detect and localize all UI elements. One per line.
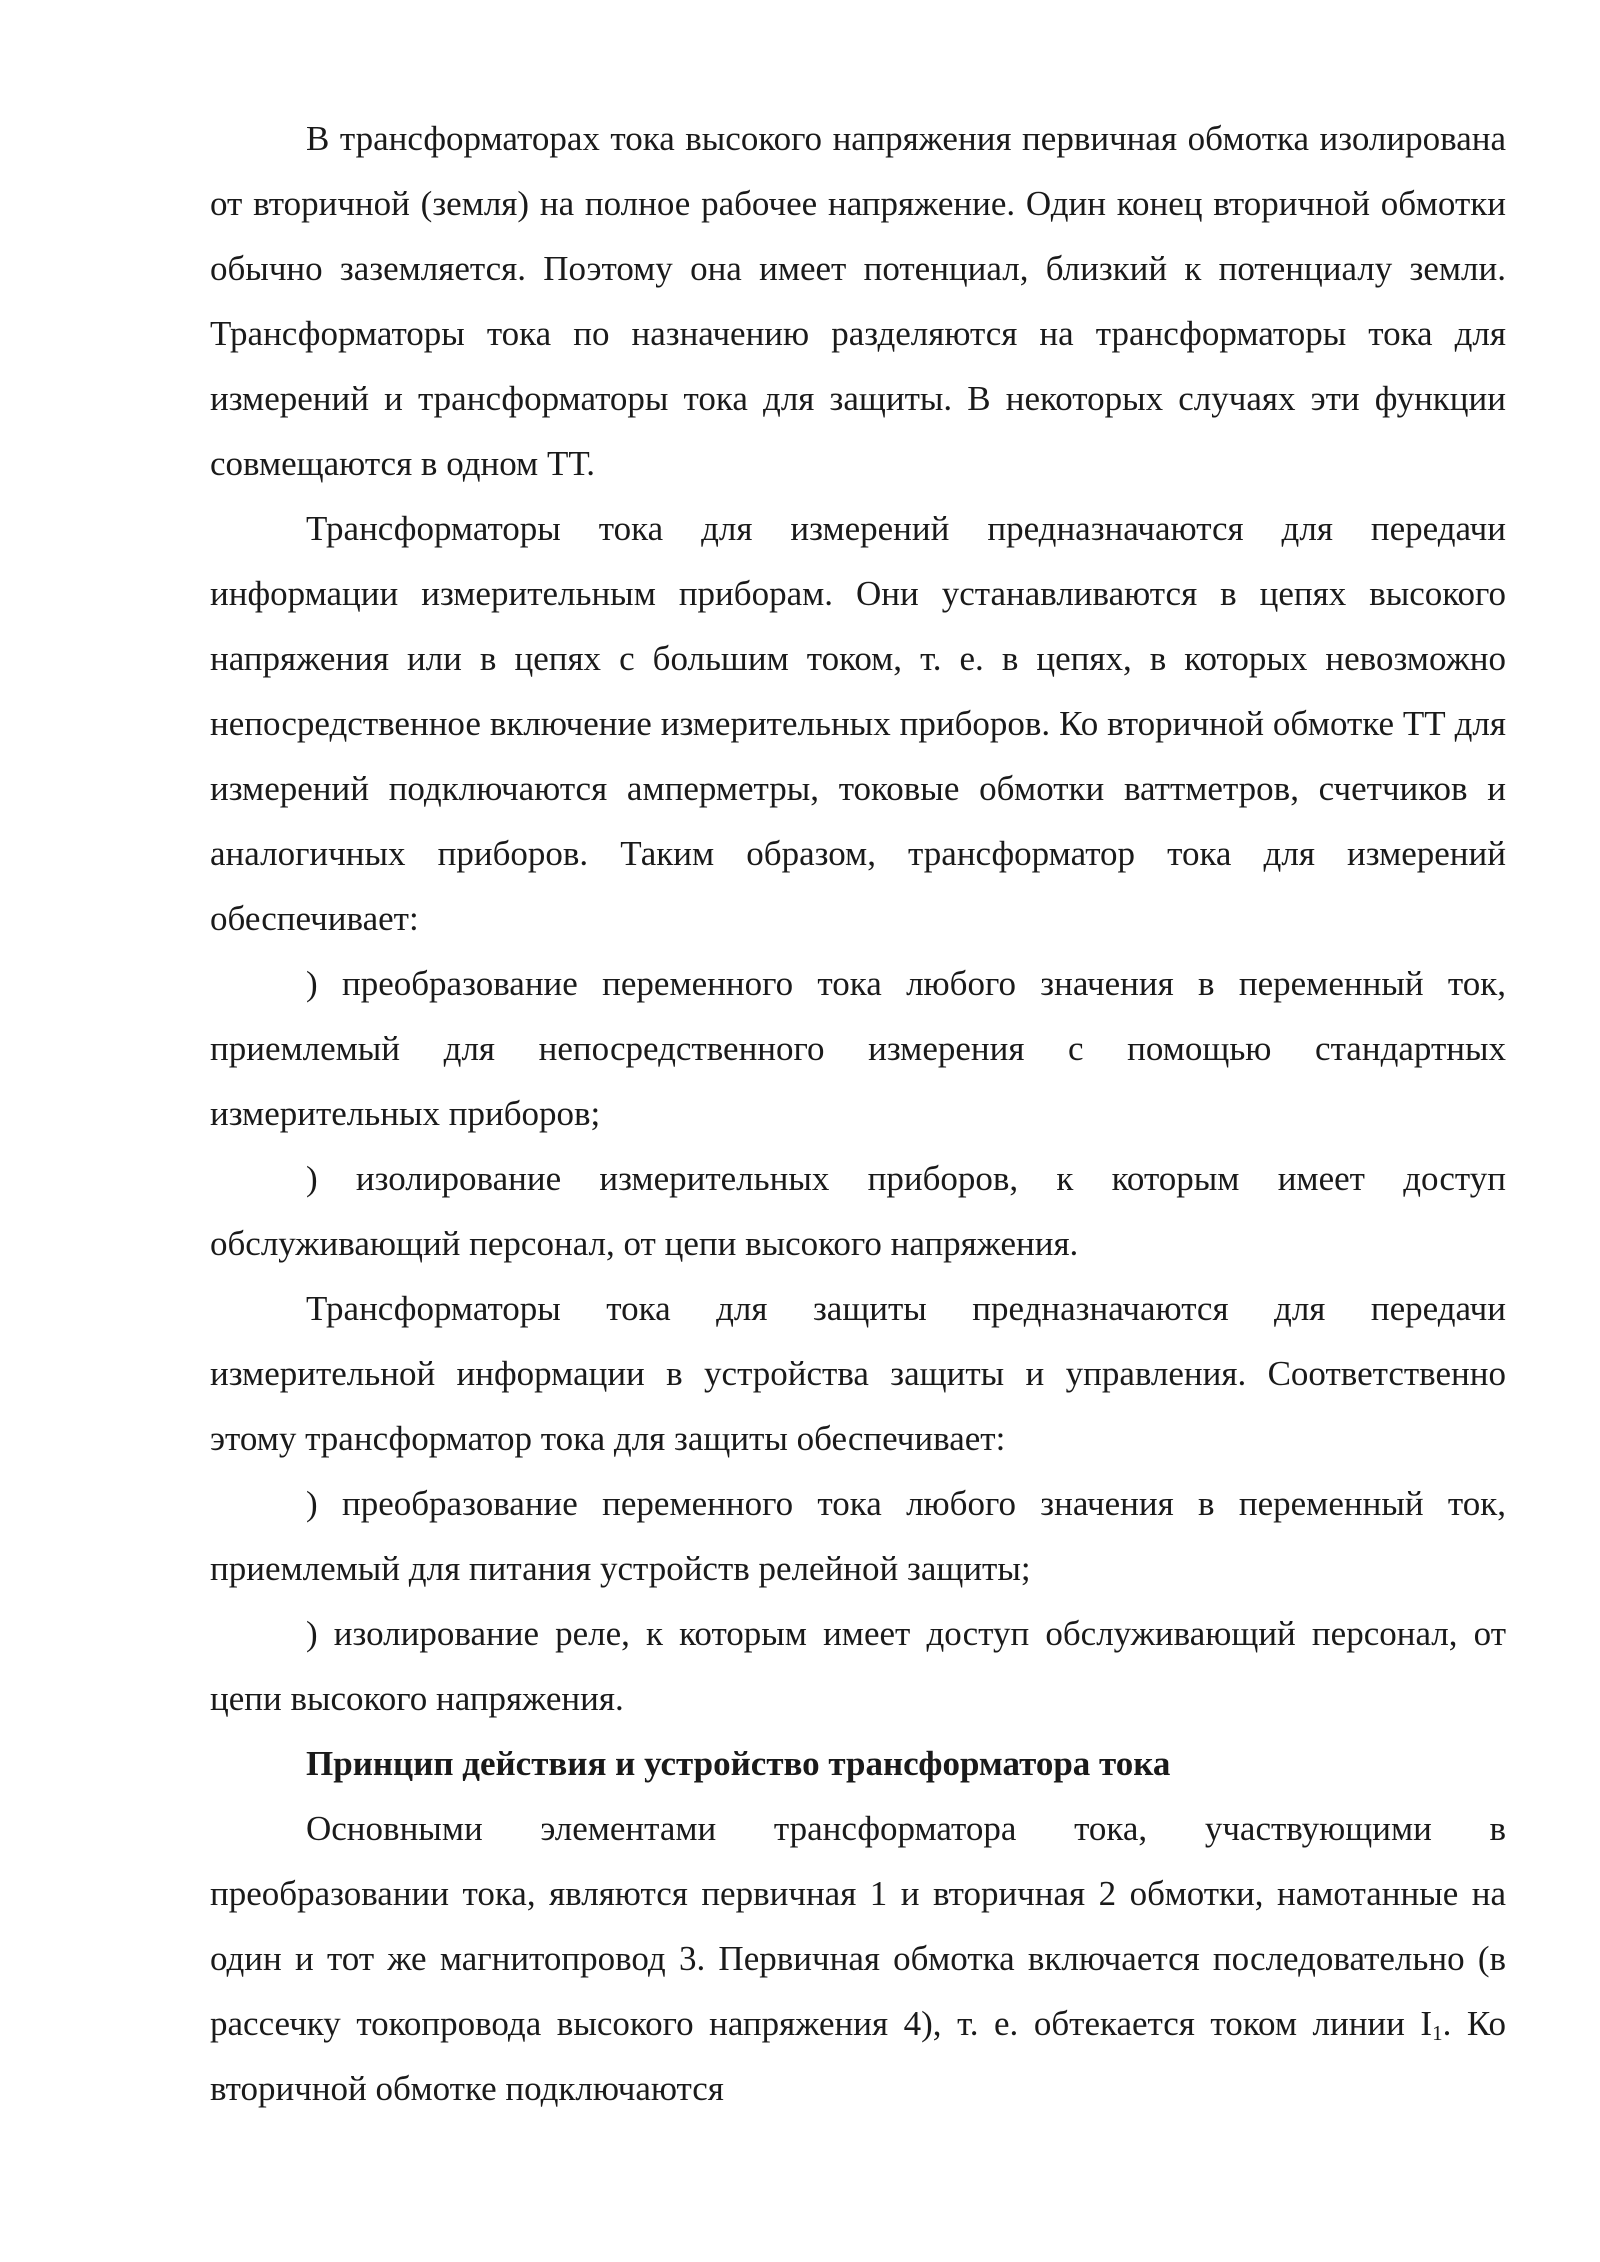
document-body	[210, 106, 1506, 2121]
paragraph-hv-insulation: В трансформаторах тока высокого напряжения первичная обмотка изолирована от вторичной (земля) на полное рабочее напряжение. Один конец вторичной обмотки обычно заземляется. Поэтому она имеет потенциал, близкий к потенциалу земли. Трансформаторы тока по назначению разделяются на трансформаторы тока для измерений и трансформаторы тока для защиты. В некоторых случаях эти функции совмещаются в одном ТТ.	[210, 119, 1506, 483]
paragraph-protection-ct: Трансформаторы тока для защиты предназначаются для передачи измерительной информации в устройства защиты и управления. Соответственно этому трансформатор тока для защиты обеспечивает:	[210, 1289, 1506, 1458]
section-heading: Принцип действия и устройство трансформатора тока	[306, 1744, 1171, 1783]
list-item-measuring-isolation: ) изолирование измерительных приборов, к которым имеет доступ обслуживающий персонал, от цепи высокого напряжения.	[210, 1159, 1506, 1263]
list-item-protection-isolation: ) изолирование реле, к которым имеет доступ обслуживающий персонал, от цепи высокого напряжения.	[210, 1614, 1506, 1718]
current-subscript: 1	[1432, 2021, 1443, 2046]
paragraph-text-after-subscript: . Ко вторичной обмотке подключаются	[210, 2004, 1506, 2108]
paragraph-operating-principle	[210, 1796, 1506, 2121]
list-item-measuring-conversion: ) преобразование переменного тока любого значения в переменный ток, приемлемый для непосредственного измерения с помощью стандартных измерительных приборов;	[210, 964, 1506, 1133]
paragraph-text-before-subscript: Основными элементами трансформатора тока, участвующими в преобразовании тока, являются первичная 1 и вторичная 2 обмотки, намотанные на один и тот же магнитопровод 3. Первичная обмотка включается последовательно (в рассечку токопровода высокого напряжения 4), т. е. обтекается током линии I	[210, 1809, 1506, 2043]
list-item-protection-conversion: ) преобразование переменного тока любого значения в переменный ток, приемлемый для питания устройств релейной защиты;	[210, 1484, 1506, 1588]
paragraph-measuring-ct: Трансформаторы тока для измерений предназначаются для передачи информации измерительным приборам. Они устанавливаются в цепях высокого напряжения или в цепях с большим током, т. е. в цепях, в которых невозможно непосредственное включение измерительных приборов. Ко вторичной обмотке ТТ для измерений подключаются амперметры, токовые обмотки ваттметров, счетчиков и аналогичных приборов. Таким образом, трансформатор тока для измерений обеспечивает:	[210, 509, 1506, 938]
